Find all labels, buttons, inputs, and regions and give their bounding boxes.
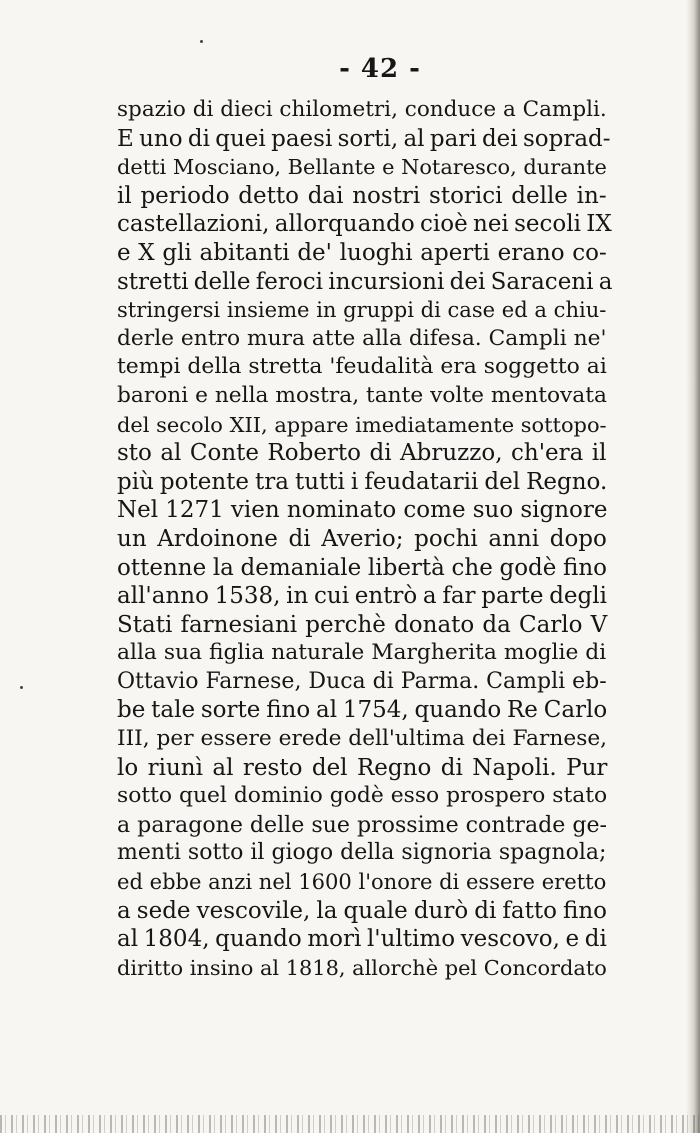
text-line: all'anno 1538, in cui entrò a far parte degli [117, 583, 607, 610]
text-line: alla sua figlia naturale Margherita moglie di [117, 640, 607, 666]
text-line: sto al Conte Roberto di Abruzzo, ch'era il [117, 440, 607, 467]
text-line: ed ebbe anzi nel 1600 l'onore di essere eretto [117, 869, 607, 895]
text-line: stringersi insieme in gruppi di case ed a chiu- [117, 297, 607, 323]
text-line: stretti delle feroci incursioni dei Saraceni a [117, 268, 613, 295]
ink-speck [200, 40, 203, 43]
text-line: derle entro mura atte alla difesa. Campli ne' [117, 325, 607, 351]
text-line: e X gli abitanti de' luoghi aperti erano co- [117, 239, 607, 266]
text-line: menti sotto il giogo della signoria spagnola; [117, 840, 607, 866]
text-line: III, per essere erede dell'ultima dei Farnese, [117, 726, 608, 752]
text-line: Nel 1271 vien nominato come suo signore [117, 497, 608, 524]
text-line: il periodo detto dai nostri storici delle in- [117, 182, 607, 209]
text-line: più potente tra tutti i feudatarii del Regno. [117, 468, 608, 495]
text-line: a sede vescovile, la quale durò di fatto fino [117, 897, 608, 924]
ink-speck [20, 686, 23, 689]
text-line: un Ardoinone di Averio; pochi anni dopo [117, 525, 607, 552]
text-line: tempi della stretta 'feudalità era soggetto ai [117, 354, 607, 380]
page-number: - 42 - [339, 54, 421, 84]
text-line: spazio di dieci chilometri, conduce a Campli. [117, 97, 607, 122]
text-line: a paragone delle sue prossime contrade ge- [117, 811, 608, 838]
text-line: del secolo XII, appare imediatamente sottopo- [117, 412, 607, 437]
text-line: sotto quel dominio godè esso prospero stato [117, 783, 608, 809]
text-line: Ottavio Farnese, Duca di Parma. Campli eb- [117, 668, 607, 694]
text-line: diritto insino al 1818, allorchè pel Concordato [117, 955, 607, 980]
text-line: detti Mosciano, Bellante e Notaresco, durante [117, 155, 607, 180]
page-edge-shadow [686, 0, 700, 1133]
text-line: al 1804, quando morì l'ultimo vescovo, e di [117, 926, 607, 953]
scan-bottom-noise [0, 1115, 700, 1133]
text-line: be tale sorte fino al 1754, quando Re Carlo [117, 697, 608, 724]
text-line: castellazioni, allorquando cioè nei secoli IX [117, 211, 612, 238]
text-line: E uno di quei paesi sorti, al pari dei soprad- [117, 125, 611, 152]
text-line: lo riunì al resto del Regno di Napoli. Pur [117, 754, 608, 781]
text-line: baroni e nella mostra, tante volte mentovata [117, 382, 607, 408]
body-text [117, 96, 613, 982]
text-line: ottenne la demaniale libertà che godè fino [117, 554, 608, 581]
text-line: Stati farnesiani perchè donato da Carlo V [117, 611, 608, 638]
